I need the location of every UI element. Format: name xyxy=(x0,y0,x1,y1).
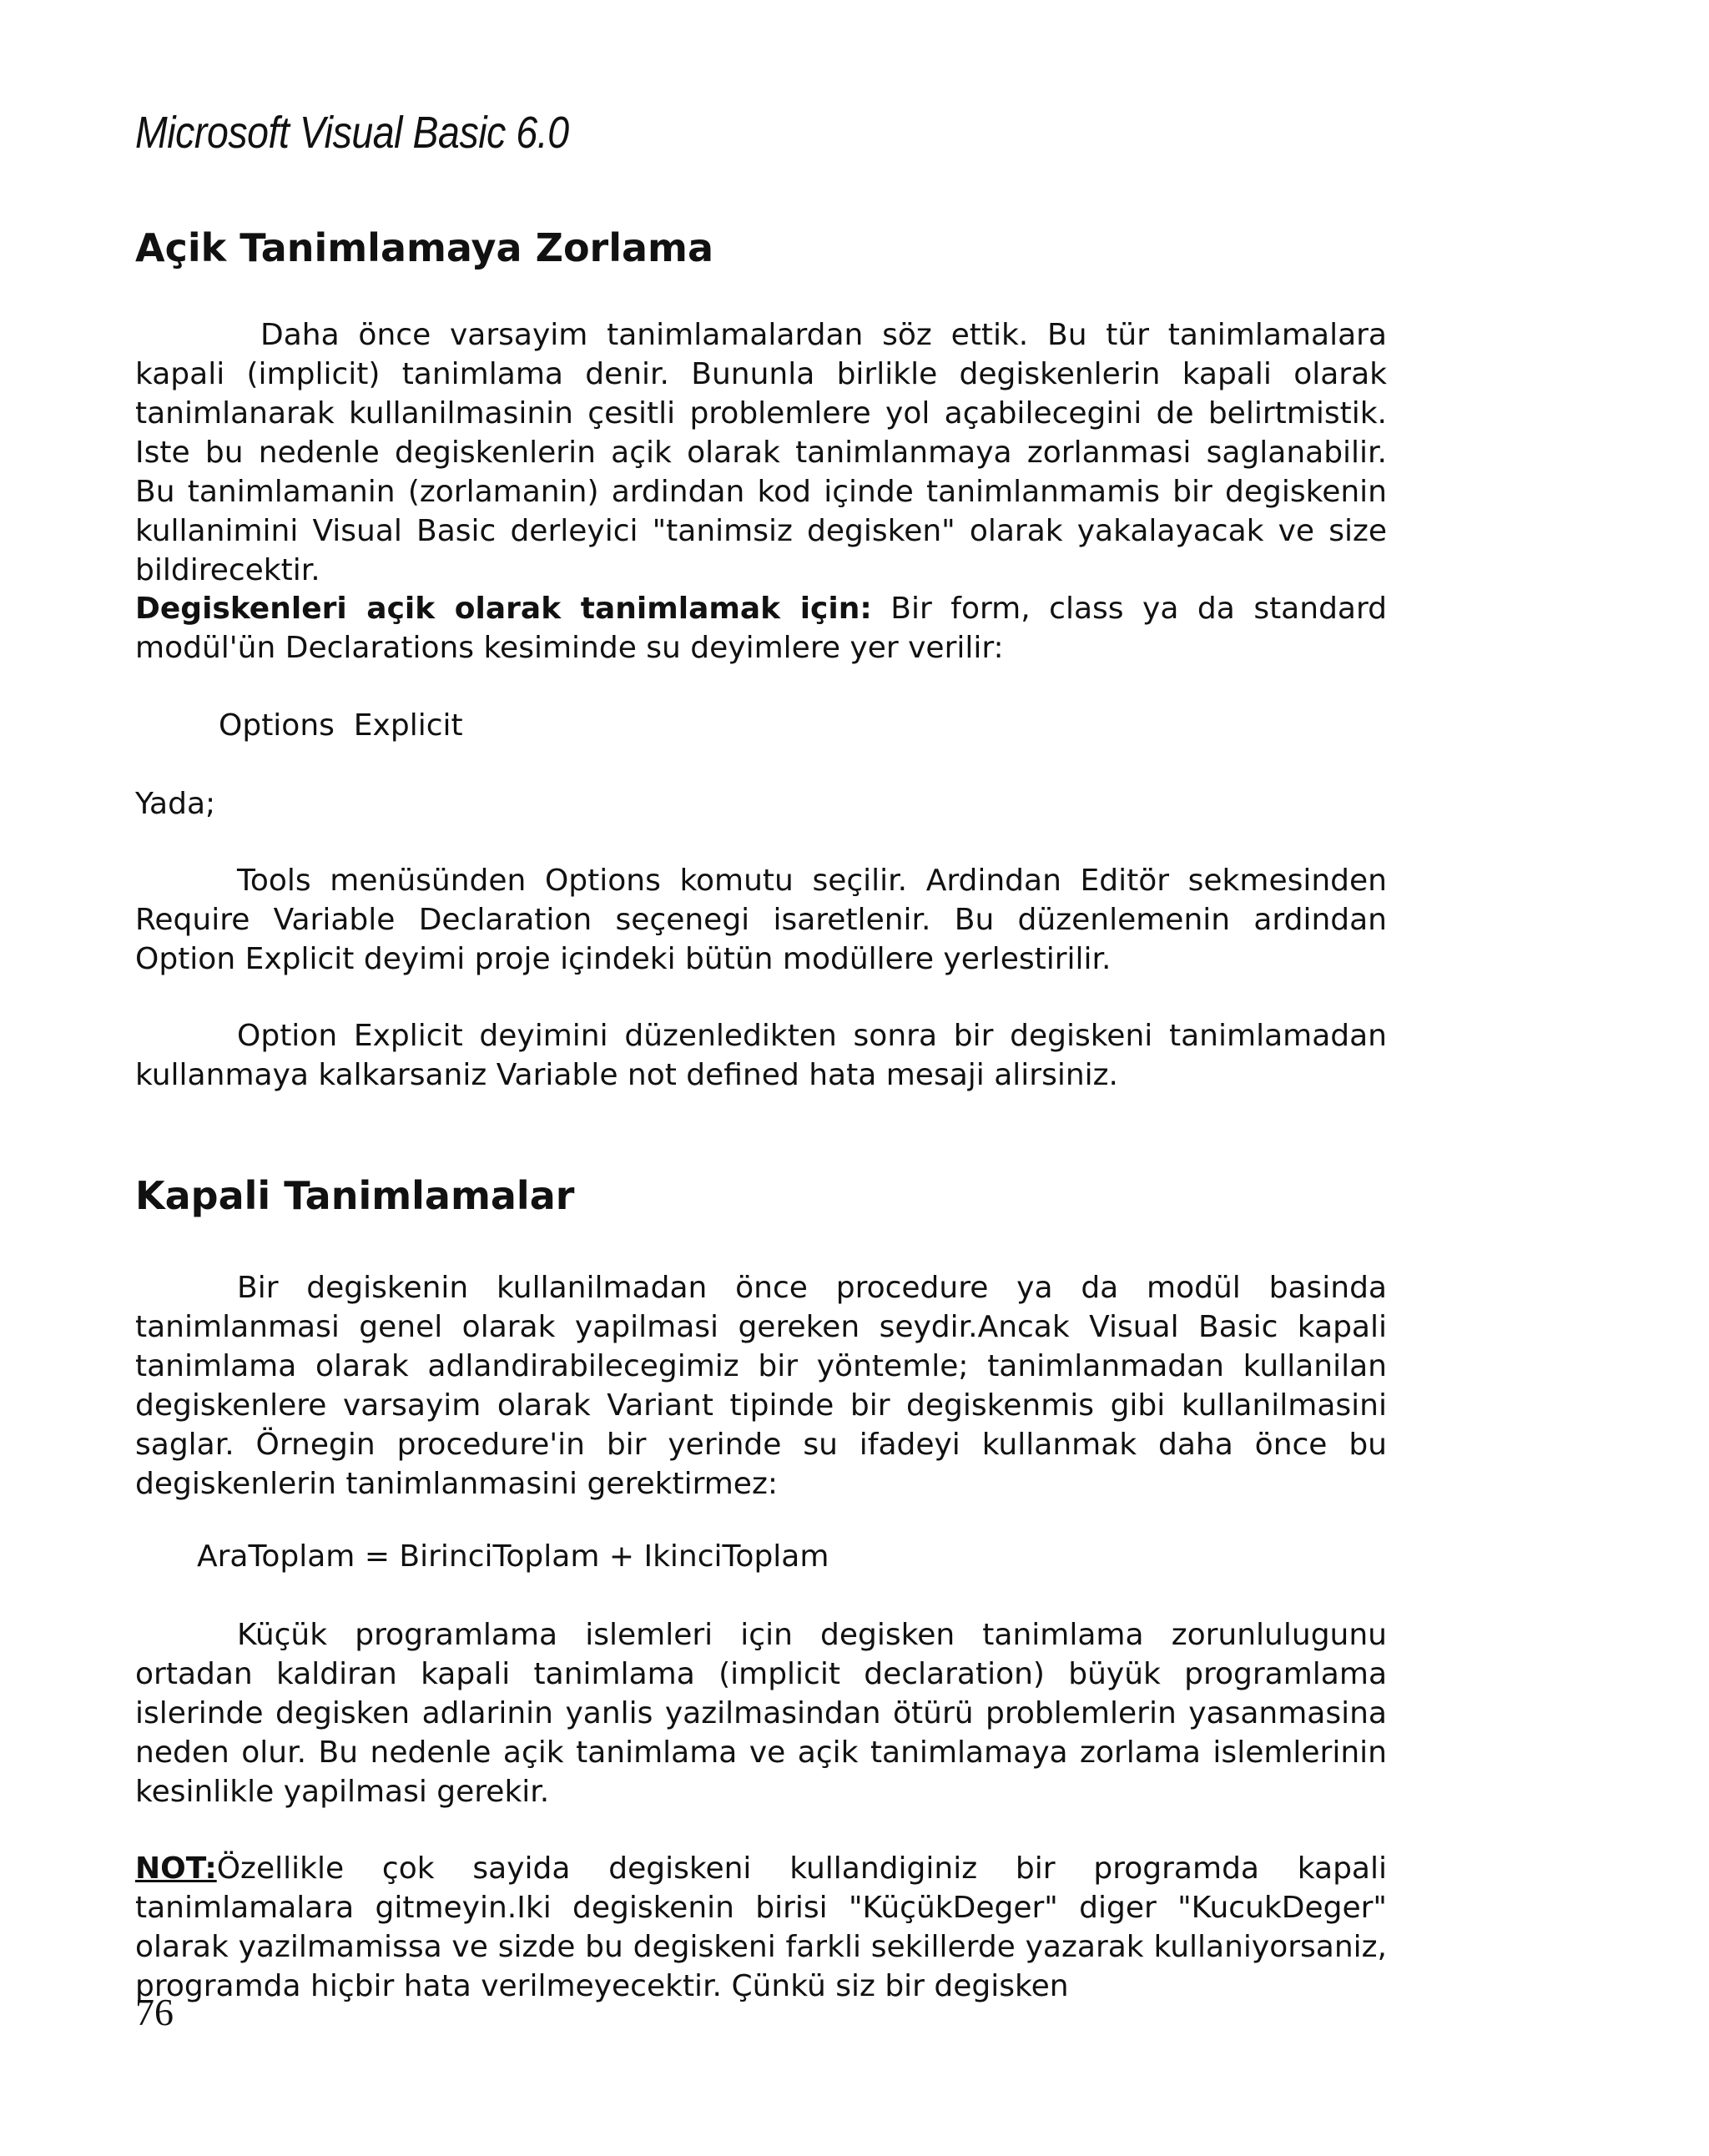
code-option-explicit: Options Explicit xyxy=(219,708,463,743)
paragraph-tools-menu: Tools menüsünden Options komutu seçilir. Ardindan Editör sekmesinden Require Variable Declaration seçenegi isaretlenir. Bu düzenlemenin ardindan Option Explicit deyimi proje içindeki bütün modüllere yerlestirilir. xyxy=(135,864,1387,976)
note-text: Özellikle çok sayida degiskeni kullandiginiz bir programda kapali tanimlamalara gitmeyin.Iki degiskenin birisi "KüçükDeger" diger "KucukDeger" olarak yazilmamissa ve sizde bu degiskeni farkli sekillerde yazarak kullaniyorsaniz, programda hiçbir hata verilmeyecektir. Çünkü siz bir degisken xyxy=(135,1851,1387,2003)
paragraph-explicit-intro: Daha önce varsayim tanimlamalardan söz ettik. Bu tür tanimlamalara kapali (implicit) tanimlama denir. Bununla birlikle degiskenlerin kapali olarak tanimlanarak kullanilmasinin çesitli problemlere yol açabilecegini de belirtmistik. Iste bu nedenle degiskenlerin açik olarak tanimlanmaya zorlanmasi saglanabilir. Bu tanimlamanin (zorlamanin) ardindan kod içinde tanimlanmamis bir degiskenin kullanimini Visual Basic derleyici "tanimsiz degisken" olarak yakalayacak ve size bildirecektir. xyxy=(135,318,1387,587)
section-heading-explicit: Açik Tanimlamaya Zorlama xyxy=(135,225,714,270)
paragraph-implicit-problems: Küçük programlama islemleri için degisken tanimlama zorunlulugunu ortadan kaldiran kapali tanimlama (implicit declaration) büyük programlama islerinde degisken adlarinin yanlis yazilmasindan ötürü problemlerin yasanmasina neden olur. Bu nedenle açik tanimlama ve açik tanimlamaya zorlama islemlerinin kesinlikle yapilmasi gerekir. xyxy=(135,1618,1387,1809)
page-number: 76 xyxy=(135,1991,174,2033)
paragraph-explicit-how-text: Bir form, class ya da standard modül'ün Declarations kesiminde su deyimlere yer verilir: xyxy=(135,592,1387,665)
bold-lead-in: Degiskenleri açik olarak tanimlamak için: xyxy=(135,592,872,626)
paragraph-variable-not-defined: Option Explicit deyimini düzenledikten sonra bir degiskeni tanimlamadan kullanmaya kalkarsaniz Variable not defined hata mesaji alirsiniz. xyxy=(135,1019,1387,1092)
paragraph-explicit-how xyxy=(135,589,1387,667)
document-page xyxy=(135,0,1387,2156)
running-head: Microsoft Visual Basic 6.0 xyxy=(135,108,569,158)
note-label: NOT: xyxy=(135,1851,217,1886)
code-aratoplam: AraToplam = BirinciToplam + IkinciToplam xyxy=(197,1539,829,1574)
yada-text: Yada; xyxy=(135,787,216,821)
section-heading-implicit: Kapali Tanimlamalar xyxy=(135,1173,575,1218)
paragraph-implicit-intro: Bir degiskenin kullanilmadan önce procedure ya da modül basinda tanimlanmasi genel olarak yapilmasi gereken seydir.Ancak Visual Basic kapali tanimlama olarak adlandirabilecegimiz bir yöntemle; tanimlanmadan kullanilan degiskenlere varsayim olarak Variant tipinde bir degiskenmis gibi kullanilmasini saglar. Örnegin procedure'in bir yerinde su ifadeyi kullanmak daha önce bu degiskenlerin tanimlanmasini gerektirmez: xyxy=(135,1271,1387,1501)
paragraph-note xyxy=(135,1849,1387,2006)
